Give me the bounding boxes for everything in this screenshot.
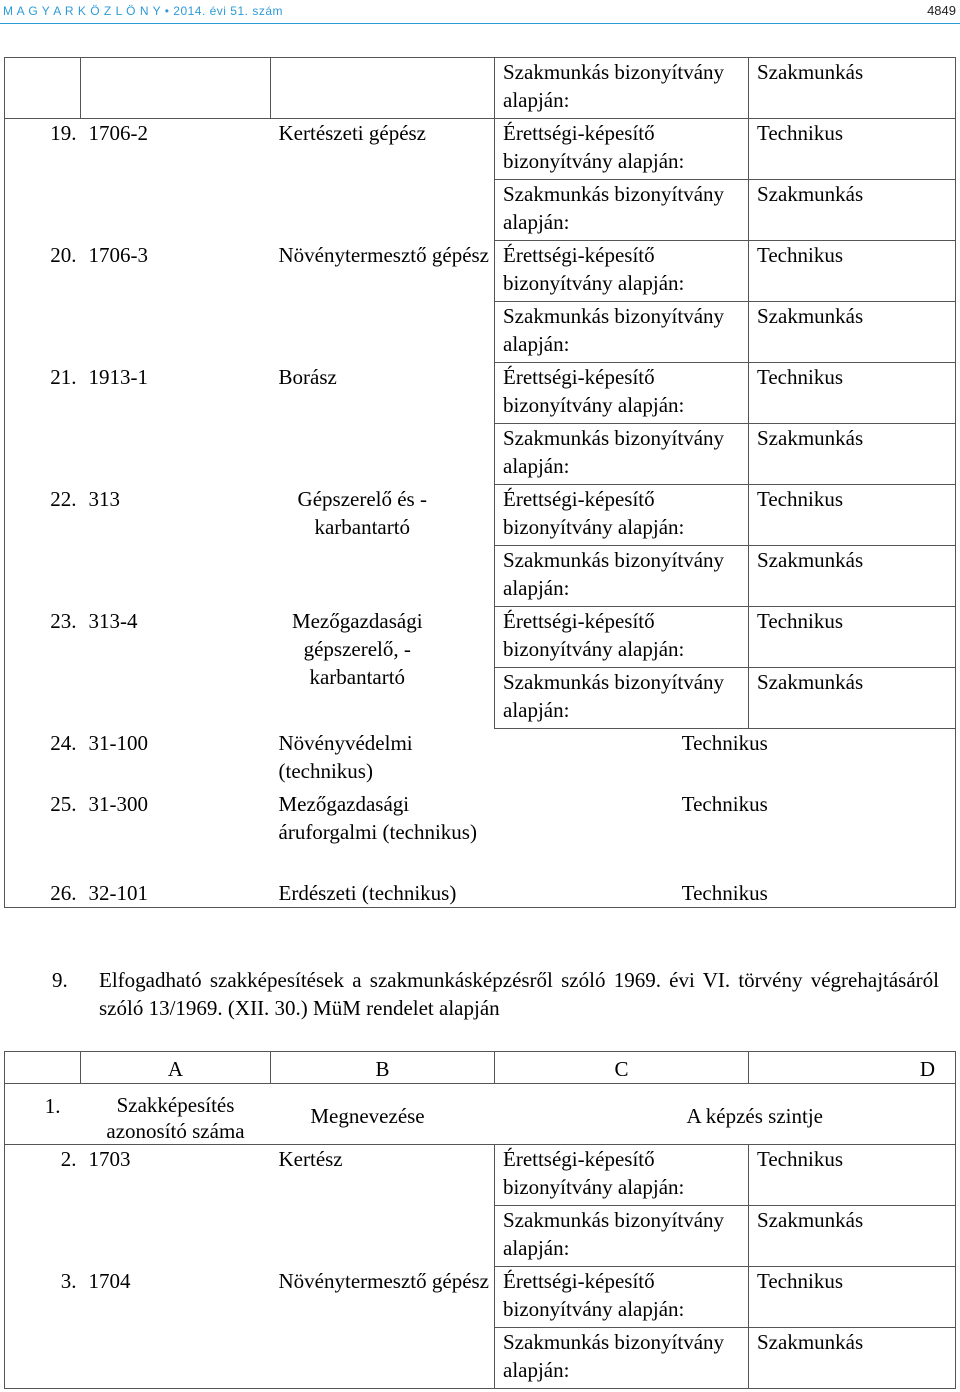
level-basis: Szakmunkás bizonyítvány alapján: xyxy=(495,546,749,607)
level-value: Szakmunkás xyxy=(749,302,956,363)
row-number: 24. xyxy=(5,729,81,790)
row-name: Kertészeti gépész xyxy=(271,119,495,241)
row-number: 19. xyxy=(5,119,81,241)
section-title xyxy=(99,966,939,1022)
level-value: Technikus xyxy=(749,119,956,180)
level-value: Technikus xyxy=(495,729,956,790)
table-row xyxy=(5,1267,956,1328)
level-value: Szakmunkás xyxy=(749,180,956,241)
header-code: Szakképesítés azonosító száma xyxy=(81,1084,271,1145)
row-number: 21. xyxy=(5,363,81,485)
section-title-text: Elfogadható szakképesítések a szakmunkásképzésről szóló 1969. évi VI. törvény végrehajtásáról szóló 13/1969. (XII. 30.) MüM rendelet alapján xyxy=(99,968,939,1020)
row-number: 25. xyxy=(5,790,81,879)
column-letter: D xyxy=(749,1052,956,1084)
section-number: 9. xyxy=(52,968,68,992)
row-number: 26. xyxy=(5,879,81,908)
table-row xyxy=(5,607,956,668)
level-value: Szakmunkás xyxy=(749,1328,956,1389)
table-row xyxy=(5,790,956,879)
row-code: 313-4 xyxy=(88,608,138,633)
level-basis: Szakmunkás bizonyítvány alapján: xyxy=(495,1328,749,1389)
column-letter: B xyxy=(271,1052,495,1084)
level-value: Technikus xyxy=(495,879,956,908)
level-value: Szakmunkás xyxy=(749,1206,956,1267)
row-number: 23. xyxy=(5,607,81,729)
table-row xyxy=(5,363,956,424)
header-level: A képzés szintje xyxy=(495,1084,956,1145)
table-row xyxy=(5,729,956,790)
level-value: Technikus xyxy=(749,607,956,668)
row-code: 1913-1 xyxy=(88,364,148,389)
level-basis: Szakmunkás bizonyítvány alapján: xyxy=(495,180,749,241)
row-name: Mezőgazdasági gépszerelő, - karbantartó xyxy=(291,608,423,689)
column-letters-row xyxy=(5,1052,956,1084)
level-value: Technikus xyxy=(495,790,956,879)
level-basis: Érettségi-képesítő bizonyítvány alapján: xyxy=(495,1267,749,1328)
level-basis: Érettségi-képesítő bizonyítvány alapján: xyxy=(495,119,749,180)
table-row xyxy=(5,119,956,180)
journal-title: M A G Y A R K Ö Z L Ö N Y • 2014. évi 51. szám xyxy=(3,4,283,18)
table-row xyxy=(5,241,956,302)
level-value: Szakmunkás xyxy=(749,58,956,119)
row-number: 1. xyxy=(5,1084,81,1145)
header-name: Megnevezése xyxy=(271,1084,495,1145)
qualification-table-1 xyxy=(4,57,956,908)
column-letter: A xyxy=(81,1052,271,1084)
level-value: Szakmunkás xyxy=(749,424,956,485)
level-basis: Érettségi-képesítő bizonyítvány alapján: xyxy=(495,241,749,302)
column-letter: C xyxy=(495,1052,749,1084)
row-code: 32-101 xyxy=(81,879,271,908)
row-code: 1704 xyxy=(81,1267,271,1389)
row-name: Erdészeti (technikus) xyxy=(271,879,495,908)
row-name: Kertész xyxy=(271,1145,495,1267)
level-value: Technikus xyxy=(749,1145,956,1206)
table-row xyxy=(5,1145,956,1206)
table-row xyxy=(5,485,956,546)
level-basis: Szakmunkás bizonyítvány alapján: xyxy=(495,302,749,363)
level-value: Technikus xyxy=(749,241,956,302)
row-code: 1706-2 xyxy=(81,119,271,241)
page-header xyxy=(0,0,960,24)
row-code: 31-100 xyxy=(88,730,148,755)
level-basis: Szakmunkás bizonyítvány alapján: xyxy=(495,668,749,729)
level-value: Szakmunkás xyxy=(749,668,956,729)
row-name: Gépszerelő és -karbantartó xyxy=(297,486,427,539)
qualification-table-2 xyxy=(4,1051,956,1389)
row-number: 22. xyxy=(5,485,81,607)
level-basis: Szakmunkás bizonyítvány alapján: xyxy=(495,1206,749,1267)
row-name: Növénytermesztő gépész xyxy=(271,1267,495,1389)
table-row xyxy=(5,58,956,119)
page-number: 4849 xyxy=(927,3,956,18)
row-number: 3. xyxy=(5,1267,81,1389)
level-value: Technikus xyxy=(749,1267,956,1328)
row-name: Növényvédelmi (technikus) xyxy=(278,730,413,783)
level-basis: Szakmunkás bizonyítvány alapján: xyxy=(495,424,749,485)
row-number: 2. xyxy=(5,1145,81,1267)
level-value: Szakmunkás xyxy=(749,546,956,607)
level-basis: Érettségi-képesítő bizonyítvány alapján: xyxy=(495,485,749,546)
row-number: 20. xyxy=(5,241,81,363)
row-name: Növénytermesztő gépész xyxy=(278,242,490,267)
level-basis: Érettségi-képesítő bizonyítvány alapján: xyxy=(495,1145,749,1206)
row-code: 31-300 xyxy=(88,791,148,816)
row-name: Borász xyxy=(278,364,337,389)
row-name: Mezőgazdasági áruforgalmi (technikus) xyxy=(278,791,477,844)
level-basis: Érettségi-képesítő bizonyítvány alapján: xyxy=(495,363,749,424)
header-row xyxy=(5,1084,956,1145)
level-value: Technikus xyxy=(749,363,956,424)
row-code: 1706-3 xyxy=(88,242,148,267)
level-basis: Érettségi-képesítő bizonyítvány alapján: xyxy=(495,607,749,668)
row-code: 313 xyxy=(88,486,120,511)
level-basis: Szakmunkás bizonyítvány alapján: xyxy=(495,58,749,119)
table-row xyxy=(5,879,956,908)
row-code: 1703 xyxy=(81,1145,271,1267)
level-value: Technikus xyxy=(749,485,956,546)
header-rule xyxy=(0,23,960,24)
